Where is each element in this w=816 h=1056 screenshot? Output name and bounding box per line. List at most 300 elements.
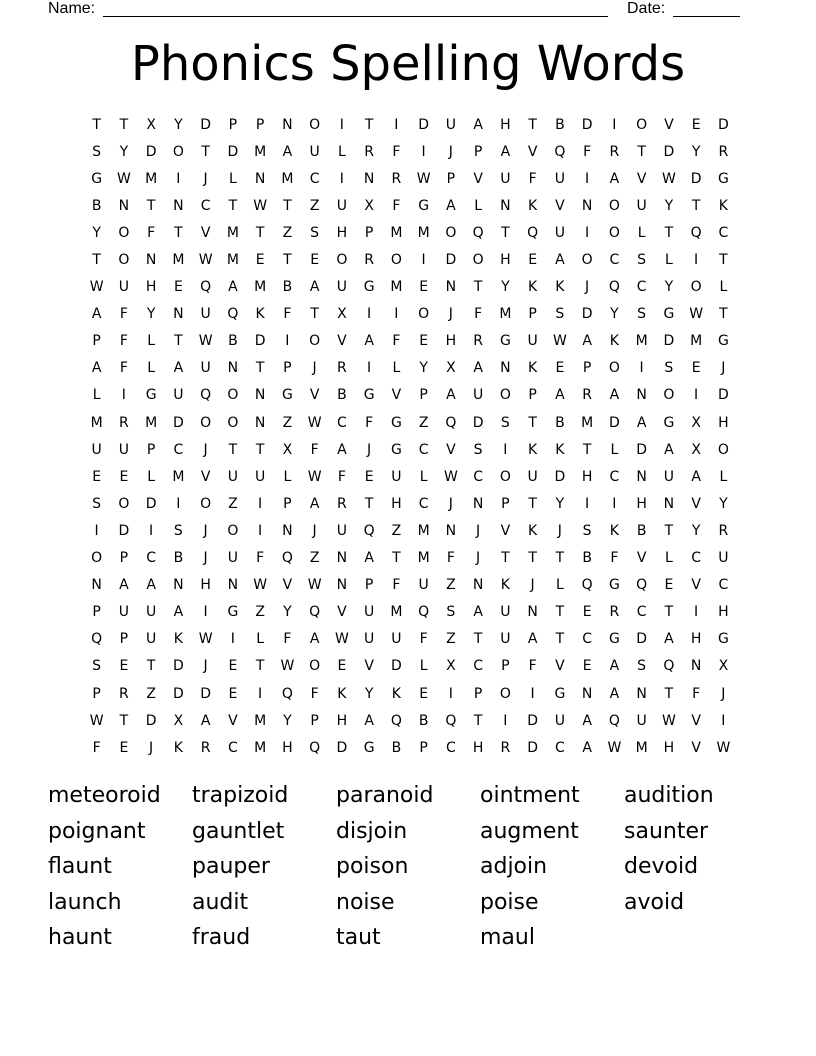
grid-letter[interactable]: V bbox=[337, 333, 347, 350]
grid-letter[interactable]: U bbox=[418, 577, 429, 594]
grid-letter[interactable]: O bbox=[309, 333, 321, 350]
grid-letter[interactable]: V bbox=[282, 577, 293, 594]
grid-letter[interactable]: M bbox=[690, 333, 703, 350]
grid-letter[interactable]: K bbox=[609, 333, 619, 350]
grid-letter[interactable]: T bbox=[255, 224, 265, 241]
grid-letter[interactable]: O bbox=[690, 279, 702, 296]
grid-letter[interactable]: P bbox=[501, 495, 510, 512]
grid-letter[interactable]: J bbox=[203, 441, 208, 458]
grid-letter[interactable]: P bbox=[582, 360, 592, 377]
grid-letter[interactable]: O bbox=[309, 658, 321, 675]
grid-letter[interactable]: C bbox=[173, 441, 184, 458]
grid-letter[interactable]: J bbox=[530, 577, 535, 594]
grid-letter[interactable]: V bbox=[500, 522, 511, 539]
grid-letter[interactable]: W bbox=[307, 577, 322, 594]
grid-letter[interactable]: U bbox=[554, 224, 565, 241]
grid-letter[interactable]: L bbox=[419, 468, 428, 485]
grid-letter[interactable]: A bbox=[555, 387, 565, 404]
grid-letter[interactable]: F bbox=[147, 224, 156, 241]
grid-letter[interactable]: Q bbox=[690, 224, 702, 241]
grid-letter[interactable]: A bbox=[609, 685, 620, 702]
grid-letter[interactable]: T bbox=[664, 604, 674, 621]
grid-letter[interactable]: S bbox=[92, 495, 102, 512]
grid-letter[interactable]: X bbox=[446, 360, 456, 377]
grid-letter[interactable]: S bbox=[310, 224, 320, 241]
grid-letter[interactable]: U bbox=[500, 631, 511, 648]
grid-letter[interactable]: I bbox=[694, 252, 699, 269]
grid-letter[interactable]: R bbox=[582, 387, 592, 404]
grid-letter[interactable]: U bbox=[473, 387, 484, 404]
grid-letter[interactable]: G bbox=[281, 387, 293, 404]
grid-letter[interactable]: I bbox=[258, 685, 263, 702]
grid-letter[interactable]: M bbox=[581, 414, 594, 431]
grid-letter[interactable]: L bbox=[610, 441, 619, 458]
grid-letter[interactable]: A bbox=[500, 143, 511, 160]
grid-letter[interactable]: H bbox=[636, 495, 647, 512]
grid-letter[interactable]: T bbox=[664, 224, 674, 241]
grid-letter[interactable]: Y bbox=[419, 360, 428, 377]
grid-letter[interactable]: F bbox=[692, 685, 701, 702]
grid-letter[interactable]: A bbox=[473, 604, 483, 621]
grid-letter[interactable]: M bbox=[635, 739, 648, 756]
grid-letter[interactable]: J bbox=[203, 522, 208, 539]
grid-letter[interactable]: W bbox=[89, 712, 104, 729]
grid-letter[interactable]: F bbox=[119, 333, 128, 350]
grid-letter[interactable]: T bbox=[174, 333, 183, 350]
grid-letter[interactable]: Y bbox=[283, 604, 292, 621]
grid-letter[interactable]: T bbox=[582, 441, 592, 458]
grid-letter[interactable]: N bbox=[527, 604, 538, 621]
grid-letter[interactable]: X bbox=[337, 306, 347, 323]
grid-letter[interactable]: M bbox=[90, 414, 103, 431]
grid-letter[interactable]: E bbox=[119, 468, 129, 485]
grid-letter[interactable]: M bbox=[417, 224, 430, 241]
grid-letter[interactable]: I bbox=[367, 360, 372, 377]
grid-letter[interactable]: T bbox=[473, 712, 483, 729]
grid-letter[interactable]: Y bbox=[719, 495, 728, 512]
grid-letter[interactable]: F bbox=[419, 631, 428, 648]
grid-letter[interactable]: A bbox=[609, 387, 620, 404]
grid-letter[interactable]: J bbox=[721, 685, 726, 702]
grid-letter[interactable]: J bbox=[203, 170, 208, 187]
grid-letter[interactable]: F bbox=[610, 550, 619, 567]
grid-letter[interactable]: T bbox=[555, 604, 565, 621]
grid-letter[interactable]: Z bbox=[282, 414, 293, 431]
grid-letter[interactable]: J bbox=[476, 550, 481, 567]
grid-letter[interactable]: E bbox=[582, 604, 592, 621]
grid-letter[interactable]: U bbox=[118, 604, 129, 621]
grid-letter[interactable]: L bbox=[256, 631, 265, 648]
grid-letter[interactable]: D bbox=[227, 143, 239, 160]
grid-letter[interactable]: Q bbox=[281, 685, 293, 702]
grid-letter[interactable]: G bbox=[145, 387, 157, 404]
grid-letter[interactable]: E bbox=[228, 658, 238, 675]
grid-letter[interactable]: I bbox=[448, 685, 453, 702]
grid-letter[interactable]: H bbox=[445, 333, 457, 350]
grid-letter[interactable]: Z bbox=[282, 224, 293, 241]
grid-letter[interactable]: R bbox=[337, 360, 347, 377]
grid-letter[interactable]: J bbox=[448, 306, 453, 323]
grid-letter[interactable]: V bbox=[555, 197, 565, 214]
grid-letter[interactable]: F bbox=[392, 333, 401, 350]
grid-letter[interactable]: L bbox=[283, 468, 292, 485]
grid-letter[interactable]: X bbox=[173, 712, 184, 729]
grid-letter[interactable]: K bbox=[528, 197, 538, 214]
grid-letter[interactable]: C bbox=[309, 170, 320, 187]
grid-letter[interactable]: Q bbox=[227, 306, 239, 323]
grid-letter[interactable]: W bbox=[716, 739, 731, 756]
grid-letter[interactable]: Q bbox=[608, 712, 620, 729]
grid-letter[interactable]: C bbox=[609, 468, 620, 485]
grid-letter[interactable]: U bbox=[391, 631, 402, 648]
grid-letter[interactable]: U bbox=[227, 468, 238, 485]
grid-letter[interactable]: W bbox=[198, 333, 213, 350]
grid-letter[interactable]: A bbox=[119, 577, 129, 594]
grid-letter[interactable]: A bbox=[173, 604, 184, 621]
grid-letter[interactable]: F bbox=[474, 306, 483, 323]
grid-letter[interactable]: A bbox=[282, 143, 293, 160]
grid-letter[interactable]: O bbox=[172, 143, 184, 160]
grid-letter[interactable]: X bbox=[146, 116, 156, 133]
grid-letter[interactable]: E bbox=[528, 252, 538, 269]
grid-letter[interactable]: N bbox=[500, 360, 511, 377]
grid-letter[interactable]: F bbox=[119, 306, 128, 323]
grid-letter[interactable]: E bbox=[337, 658, 347, 675]
grid-letter[interactable]: H bbox=[391, 495, 402, 512]
grid-letter[interactable]: M bbox=[390, 604, 403, 621]
grid-letter[interactable]: I bbox=[612, 495, 617, 512]
grid-letter[interactable]: W bbox=[334, 631, 349, 648]
grid-letter[interactable]: B bbox=[636, 522, 647, 539]
grid-letter[interactable]: K bbox=[391, 685, 401, 702]
grid-letter[interactable]: I bbox=[203, 604, 208, 621]
grid-letter[interactable]: C bbox=[418, 495, 429, 512]
grid-letter[interactable]: T bbox=[201, 143, 210, 160]
grid-letter[interactable]: W bbox=[689, 306, 704, 323]
grid-letter[interactable]: T bbox=[255, 441, 265, 458]
grid-letter[interactable]: D bbox=[172, 685, 184, 702]
grid-letter[interactable]: P bbox=[419, 387, 428, 404]
grid-letter[interactable]: D bbox=[200, 685, 212, 702]
grid-letter[interactable]: U bbox=[364, 631, 375, 648]
grid-letter[interactable]: D bbox=[554, 468, 566, 485]
grid-letter[interactable]: T bbox=[146, 197, 156, 214]
grid-letter[interactable]: C bbox=[554, 739, 565, 756]
grid-letter[interactable]: R bbox=[364, 252, 374, 269]
grid-letter[interactable]: Q bbox=[363, 522, 375, 539]
grid-letter[interactable]: E bbox=[555, 360, 565, 377]
grid-letter[interactable]: P bbox=[92, 685, 101, 702]
grid-letter[interactable]: G bbox=[390, 441, 402, 458]
grid-letter[interactable]: I bbox=[121, 387, 126, 404]
grid-letter[interactable]: T bbox=[92, 252, 101, 269]
grid-letter[interactable]: O bbox=[663, 387, 675, 404]
grid-letter[interactable]: O bbox=[118, 224, 130, 241]
grid-letter[interactable]: F bbox=[583, 143, 592, 160]
grid-letter[interactable]: H bbox=[500, 252, 511, 269]
grid-letter[interactable]: Y bbox=[610, 306, 619, 323]
grid-letter[interactable]: F bbox=[528, 170, 537, 187]
grid-letter[interactable]: K bbox=[528, 441, 538, 458]
grid-letter[interactable]: X bbox=[364, 197, 374, 214]
grid-letter[interactable]: A bbox=[664, 631, 674, 648]
grid-letter[interactable]: F bbox=[446, 550, 455, 567]
grid-letter[interactable]: E bbox=[310, 252, 320, 269]
grid-letter[interactable]: W bbox=[198, 631, 213, 648]
grid-letter[interactable]: A bbox=[664, 441, 674, 458]
grid-letter[interactable]: M bbox=[145, 170, 158, 187]
grid-letter[interactable]: Q bbox=[663, 658, 675, 675]
grid-letter[interactable]: C bbox=[445, 739, 456, 756]
grid-letter[interactable]: W bbox=[89, 279, 104, 296]
grid-letter[interactable]: J bbox=[203, 658, 208, 675]
grid-letter[interactable]: D bbox=[145, 495, 157, 512]
grid-letter[interactable]: E bbox=[119, 739, 129, 756]
grid-letter[interactable]: F bbox=[392, 577, 401, 594]
grid-letter[interactable]: S bbox=[173, 522, 183, 539]
grid-letter[interactable]: U bbox=[200, 360, 211, 377]
grid-letter[interactable]: L bbox=[664, 550, 673, 567]
grid-letter[interactable]: J bbox=[149, 739, 154, 756]
grid-letter[interactable]: O bbox=[472, 252, 484, 269]
grid-letter[interactable]: B bbox=[555, 116, 565, 133]
grid-letter[interactable]: B bbox=[228, 333, 238, 350]
grid-letter[interactable]: P bbox=[473, 685, 483, 702]
grid-letter[interactable]: X bbox=[446, 658, 456, 675]
grid-letter[interactable]: P bbox=[446, 170, 456, 187]
grid-letter[interactable]: A bbox=[91, 306, 102, 323]
grid-letter[interactable]: D bbox=[390, 658, 402, 675]
grid-letter[interactable]: Y bbox=[691, 522, 701, 539]
grid-letter[interactable]: R bbox=[364, 143, 374, 160]
grid-letter[interactable]: I bbox=[612, 116, 617, 133]
grid-letter[interactable]: A bbox=[473, 116, 483, 133]
grid-letter[interactable]: I bbox=[503, 441, 508, 458]
grid-letter[interactable]: T bbox=[501, 224, 510, 241]
grid-letter[interactable]: U bbox=[91, 441, 102, 458]
grid-letter[interactable]: S bbox=[664, 360, 674, 377]
grid-letter[interactable]: Y bbox=[364, 685, 374, 702]
grid-letter[interactable]: S bbox=[92, 143, 102, 160]
grid-letter[interactable]: K bbox=[337, 685, 347, 702]
grid-letter[interactable]: G bbox=[499, 333, 511, 350]
grid-letter[interactable]: O bbox=[717, 441, 729, 458]
grid-letter[interactable]: I bbox=[176, 495, 181, 512]
grid-letter[interactable]: W bbox=[198, 252, 213, 269]
grid-letter[interactable]: C bbox=[636, 279, 647, 296]
grid-letter[interactable]: T bbox=[228, 197, 238, 214]
grid-letter[interactable]: T bbox=[283, 252, 292, 269]
grid-letter[interactable]: M bbox=[254, 712, 267, 729]
grid-letter[interactable]: O bbox=[200, 495, 212, 512]
grid-letter[interactable]: T bbox=[664, 522, 674, 539]
grid-letter[interactable]: Y bbox=[664, 197, 674, 214]
grid-letter[interactable]: C bbox=[691, 550, 702, 567]
grid-letter[interactable]: M bbox=[390, 224, 403, 241]
grid-letter[interactable]: C bbox=[146, 550, 157, 567]
grid-letter[interactable]: Z bbox=[146, 685, 156, 702]
grid-letter[interactable]: T bbox=[691, 197, 701, 214]
grid-letter[interactable]: B bbox=[282, 279, 293, 296]
grid-letter[interactable]: U bbox=[527, 468, 538, 485]
grid-letter[interactable]: Y bbox=[555, 495, 565, 512]
grid-letter[interactable]: D bbox=[118, 522, 130, 539]
grid-letter[interactable]: K bbox=[555, 279, 565, 296]
grid-letter[interactable]: T bbox=[228, 441, 238, 458]
grid-letter[interactable]: T bbox=[310, 306, 319, 323]
grid-letter[interactable]: R bbox=[473, 333, 483, 350]
grid-letter[interactable]: D bbox=[172, 658, 184, 675]
grid-letter[interactable]: D bbox=[663, 143, 675, 160]
grid-letter[interactable]: W bbox=[307, 468, 322, 485]
grid-letter[interactable]: A bbox=[364, 333, 374, 350]
grid-letter[interactable]: T bbox=[473, 631, 483, 648]
grid-letter[interactable]: Q bbox=[91, 631, 103, 648]
grid-letter[interactable]: N bbox=[91, 577, 102, 594]
grid-letter[interactable]: M bbox=[172, 468, 185, 485]
grid-letter[interactable]: C bbox=[582, 631, 593, 648]
grid-letter[interactable]: C bbox=[227, 739, 238, 756]
grid-letter[interactable]: H bbox=[472, 739, 484, 756]
grid-letter[interactable]: D bbox=[717, 116, 729, 133]
grid-letter[interactable]: I bbox=[285, 333, 290, 350]
grid-letter[interactable]: K bbox=[173, 739, 183, 756]
grid-letter[interactable]: U bbox=[636, 712, 647, 729]
grid-letter[interactable]: N bbox=[145, 252, 157, 269]
grid-letter[interactable]: V bbox=[473, 170, 483, 187]
grid-letter[interactable]: T bbox=[364, 495, 374, 512]
grid-letter[interactable]: H bbox=[581, 468, 593, 485]
grid-letter[interactable]: D bbox=[717, 387, 729, 404]
grid-letter[interactable]: J bbox=[557, 522, 562, 539]
grid-letter[interactable]: A bbox=[609, 658, 620, 675]
grid-letter[interactable]: V bbox=[228, 712, 238, 729]
grid-letter[interactable]: T bbox=[174, 224, 183, 241]
grid-letter[interactable]: R bbox=[200, 739, 211, 756]
grid-letter[interactable]: N bbox=[636, 387, 647, 404]
grid-letter[interactable]: V bbox=[391, 387, 402, 404]
grid-letter[interactable]: N bbox=[173, 306, 184, 323]
grid-letter[interactable]: E bbox=[419, 279, 429, 296]
grid-letter[interactable]: F bbox=[310, 441, 319, 458]
grid-letter[interactable]: A bbox=[691, 468, 701, 485]
grid-letter[interactable]: F bbox=[392, 197, 401, 214]
grid-letter[interactable]: Z bbox=[418, 414, 429, 431]
grid-letter[interactable]: W bbox=[280, 658, 295, 675]
grid-letter[interactable]: U bbox=[527, 333, 538, 350]
grid-letter[interactable]: M bbox=[390, 279, 403, 296]
grid-letter[interactable]: L bbox=[719, 279, 728, 296]
grid-letter[interactable]: A bbox=[173, 360, 184, 377]
grid-letter[interactable]: D bbox=[527, 712, 539, 729]
grid-letter[interactable]: V bbox=[691, 495, 701, 512]
grid-letter[interactable]: G bbox=[717, 170, 729, 187]
grid-letter[interactable]: V bbox=[364, 658, 374, 675]
grid-letter[interactable]: L bbox=[664, 252, 673, 269]
grid-letter[interactable]: J bbox=[312, 360, 317, 377]
grid-letter[interactable]: V bbox=[200, 224, 211, 241]
grid-letter[interactable]: R bbox=[609, 604, 620, 621]
grid-letter[interactable]: O bbox=[499, 685, 511, 702]
grid-letter[interactable]: N bbox=[363, 170, 375, 187]
grid-letter[interactable]: E bbox=[364, 468, 374, 485]
grid-letter[interactable]: N bbox=[227, 360, 239, 377]
grid-letter[interactable]: L bbox=[637, 224, 646, 241]
grid-letter[interactable]: I bbox=[176, 170, 181, 187]
grid-letter[interactable]: O bbox=[581, 252, 593, 269]
grid-letter[interactable]: N bbox=[254, 414, 266, 431]
grid-letter[interactable]: N bbox=[336, 550, 348, 567]
grid-letter[interactable]: G bbox=[227, 604, 239, 621]
grid-letter[interactable]: C bbox=[418, 441, 429, 458]
grid-letter[interactable]: A bbox=[636, 414, 647, 431]
grid-letter[interactable]: U bbox=[364, 604, 375, 621]
grid-letter[interactable]: G bbox=[663, 306, 675, 323]
grid-letter[interactable]: O bbox=[418, 306, 430, 323]
grid-letter[interactable]: B bbox=[555, 414, 565, 431]
grid-letter[interactable]: S bbox=[582, 522, 592, 539]
grid-letter[interactable]: W bbox=[661, 170, 676, 187]
grid-letter[interactable]: D bbox=[200, 116, 212, 133]
grid-letter[interactable]: H bbox=[500, 116, 511, 133]
grid-letter[interactable]: U bbox=[636, 197, 647, 214]
grid-letter[interactable]: Y bbox=[664, 279, 674, 296]
grid-letter[interactable]: G bbox=[363, 739, 375, 756]
grid-letter[interactable]: G bbox=[717, 333, 729, 350]
grid-letter[interactable]: Q bbox=[608, 279, 620, 296]
grid-letter[interactable]: A bbox=[309, 631, 320, 648]
grid-letter[interactable]: U bbox=[255, 468, 266, 485]
grid-letter[interactable]: O bbox=[608, 197, 620, 214]
grid-letter[interactable]: P bbox=[119, 550, 129, 567]
grid-letter[interactable]: A bbox=[527, 631, 538, 648]
grid-letter[interactable]: I bbox=[149, 522, 154, 539]
grid-letter[interactable]: G bbox=[363, 387, 375, 404]
grid-letter[interactable]: Q bbox=[554, 143, 566, 160]
grid-letter[interactable]: H bbox=[336, 224, 348, 241]
grid-letter[interactable]: O bbox=[336, 252, 348, 269]
grid-letter[interactable]: N bbox=[282, 116, 293, 133]
grid-letter[interactable]: E bbox=[419, 685, 429, 702]
grid-letter[interactable]: Z bbox=[255, 604, 265, 621]
grid-letter[interactable]: W bbox=[607, 739, 622, 756]
grid-letter[interactable]: Q bbox=[200, 279, 212, 296]
grid-letter[interactable]: Q bbox=[200, 387, 212, 404]
grid-letter[interactable]: N bbox=[282, 522, 293, 539]
grid-letter[interactable]: L bbox=[92, 387, 101, 404]
grid-letter[interactable]: H bbox=[200, 577, 211, 594]
grid-letter[interactable]: I bbox=[721, 712, 726, 729]
grid-letter[interactable]: G bbox=[91, 170, 103, 187]
grid-letter[interactable]: P bbox=[419, 739, 428, 756]
grid-letter[interactable]: G bbox=[554, 685, 566, 702]
grid-letter[interactable]: W bbox=[307, 414, 322, 431]
grid-letter[interactable]: U bbox=[227, 550, 238, 567]
grid-letter[interactable]: N bbox=[663, 495, 675, 512]
grid-letter[interactable]: R bbox=[337, 495, 347, 512]
grid-letter[interactable]: R bbox=[500, 739, 511, 756]
grid-letter[interactable]: H bbox=[336, 712, 348, 729]
grid-letter[interactable]: O bbox=[118, 252, 130, 269]
grid-letter[interactable]: E bbox=[173, 279, 183, 296]
grid-letter[interactable]: I bbox=[258, 495, 263, 512]
grid-letter[interactable]: E bbox=[691, 360, 701, 377]
grid-letter[interactable]: G bbox=[663, 414, 675, 431]
grid-letter[interactable]: I bbox=[694, 387, 699, 404]
grid-letter[interactable]: H bbox=[282, 739, 293, 756]
grid-letter[interactable]: O bbox=[227, 387, 239, 404]
grid-letter[interactable]: Q bbox=[390, 712, 402, 729]
